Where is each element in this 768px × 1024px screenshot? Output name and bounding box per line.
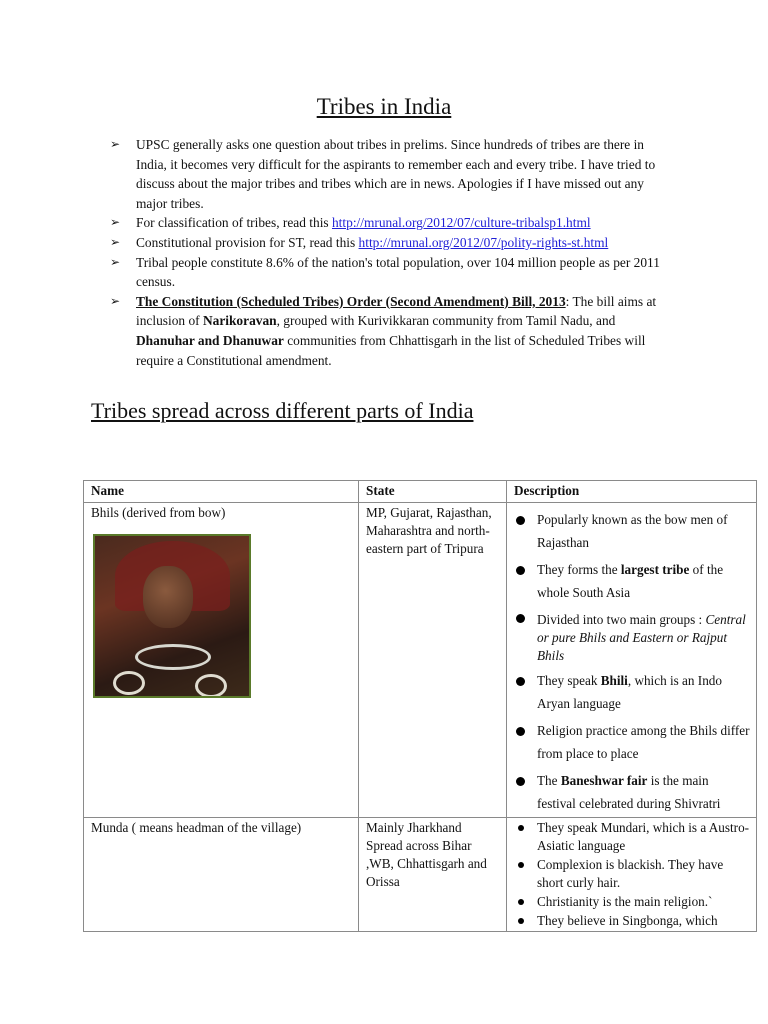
- list-item: They speak Mundari, which is a Austro- Asiatic language: [514, 819, 750, 855]
- arrow-bullet-icon: ➢: [110, 234, 121, 249]
- arrow-bullet-icon: ➢: [110, 137, 121, 151]
- cell-name: Bhils (derived from bow): [84, 503, 359, 818]
- cell-name: Munda ( means headman of the village): [84, 818, 359, 932]
- list-item: Religion practice among the Bhils differ from place to place: [514, 720, 750, 765]
- header-name: Name: [84, 481, 359, 503]
- bullet-icon: [516, 677, 525, 686]
- bullet-icon: [518, 825, 524, 831]
- constitutional-provision-link[interactable]: http://mrunal.org/2012/07/polity-rights-st.html: [358, 234, 609, 250]
- arrow-bullet-icon: ➢: [110, 254, 121, 269]
- bullet-icon: [516, 516, 525, 525]
- list-item: Christianity is the main religion.`: [514, 893, 750, 911]
- bullet-icon: [516, 566, 525, 575]
- bullet-icon: [518, 918, 524, 924]
- arrow-bullet-icon: ➢: [110, 293, 121, 308]
- table-row: [84, 818, 757, 932]
- table-header-row: [84, 481, 757, 503]
- section-title: Tribes spread across different parts of India: [91, 398, 474, 423]
- cell-description: [507, 818, 757, 932]
- page-title: Tribes in India: [316, 94, 452, 119]
- list-item: ➢ Tribal people constitute 8.6% of the nation's total population, over 104 million people as per 2011 census.: [110, 254, 660, 290]
- bullet-icon: [516, 614, 525, 623]
- cell-state: MP, Gujarat, Rajasthan, Maharashtra and north-eastern part of Tripura: [359, 503, 507, 818]
- table-row: [84, 503, 757, 818]
- bullet-icon: [516, 727, 525, 736]
- list-item: ➢ The Constitution (Scheduled Tribes) Order (Second Amendment) Bill, 2013: The bill aims at inclusion of Narikoravan, grouped with Kurivikkaran community from Tamil Nadu, and Dhanuhar and Dhanuwar communities from Chhattisgarh in the list of Scheduled Tribes will require a Constitutional amendment.: [110, 293, 657, 368]
- description-list: [514, 819, 750, 929]
- list-item: Popularly known as the bow men of Rajasthan: [514, 509, 750, 554]
- bullet-icon: [516, 777, 525, 786]
- bullet-icon: [518, 862, 524, 868]
- description-list: [514, 509, 750, 815]
- list-item: They forms the largest tribe of the whole South Asia: [514, 559, 750, 604]
- classification-link[interactable]: http://mrunal.org/2012/07/culture-tribalsp1.html: [331, 215, 591, 231]
- bhil-woman-photo: [93, 534, 251, 698]
- arrow-bullet-icon: ➢: [110, 215, 121, 230]
- header-state: State: [359, 481, 507, 503]
- list-item: They believe in Singbonga, which: [514, 912, 750, 929]
- tribes-table: [83, 480, 757, 932]
- list-item: Complexion is blackish. They have short curly hair.: [514, 856, 750, 892]
- list-item: ➢ Constitutional provision for ST, read this http://mrunal.org/2012/07/polity-rights-st.html: [110, 233, 675, 253]
- list-item: They speak Bhili, which is an Indo Aryan language: [514, 670, 750, 715]
- bill-name: The Constitution (Scheduled Tribes) Order (Second Amendment) Bill, 2013: [136, 293, 566, 309]
- cell-state: Mainly Jharkhand Spread across Bihar ,WB, Chhattisgarh and Orissa: [359, 818, 507, 932]
- header-description: Description: [507, 481, 757, 503]
- list-item: ➢ UPSC generally asks one question about tribes in prelims. Since hundreds of tribes are there in India, it becomes very difficult for the aspirants to remember each and every tribe. I have tried to discuss about the major tribes and tribes which are in news. Apologies if I have missed out any major tribes.: [110, 137, 656, 211]
- list-item: The Baneshwar fair is the main festival celebrated during Shivratri: [514, 770, 750, 815]
- list-item: Divided into two main groups : Central or pure Bhils and Eastern or Rajput Bhils: [514, 609, 750, 665]
- bullet-icon: [518, 899, 524, 905]
- intro-list: [110, 135, 675, 370]
- cell-description: [507, 503, 757, 818]
- list-item: ➢ For classification of tribes, read this http://mrunal.org/2012/07/culture-tribalsp1.html: [110, 213, 675, 233]
